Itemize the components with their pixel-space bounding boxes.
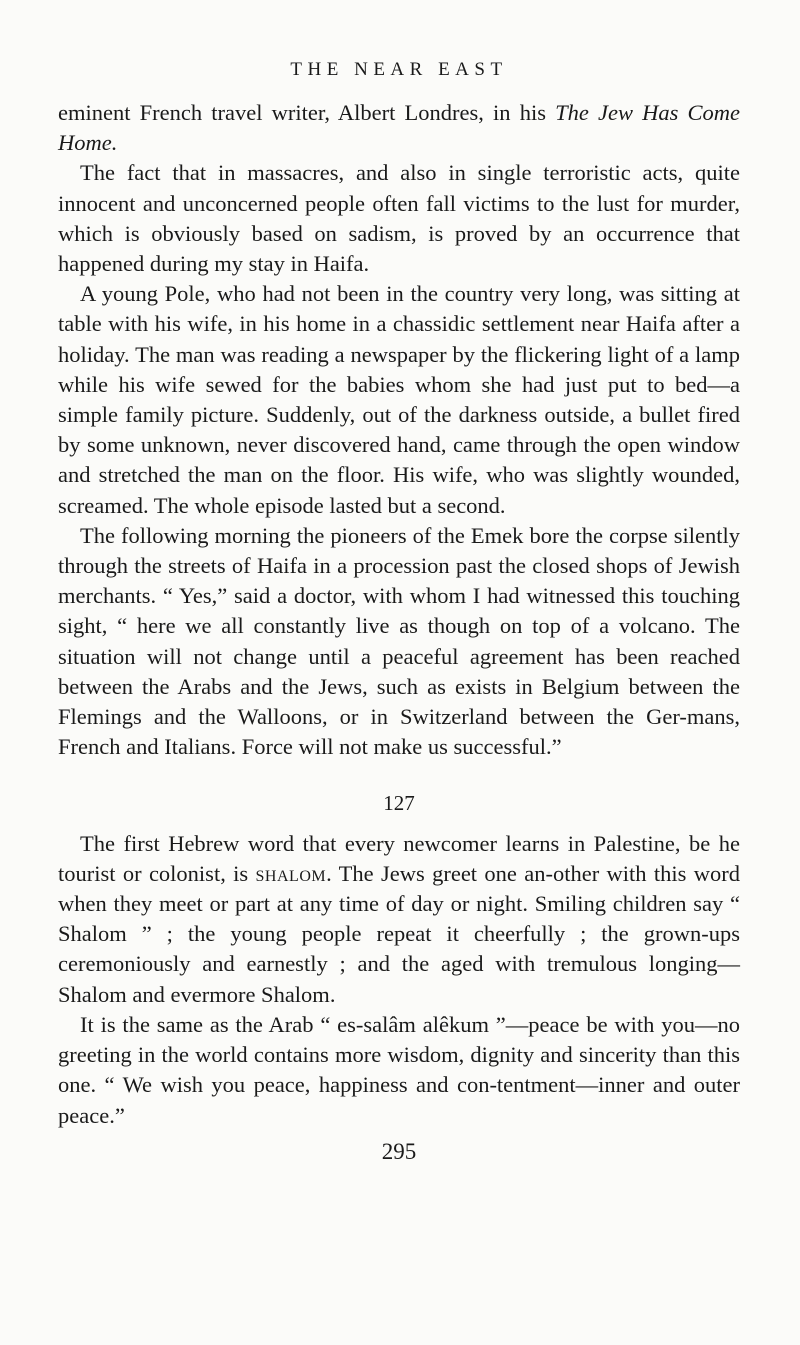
- shalom-smallcaps: shalom: [255, 860, 327, 886]
- book-page: [58, 56, 740, 1167]
- paragraph-shalom: [58, 829, 740, 1010]
- paragraph-procession: The following morning the pioneers of the Emek bore the corpse silently through the streets of Haifa in a procession past the closed shops of Jewish merchants. “ Yes,” said a doctor, with whom I had witnessed this touching sight, “ here we all constantly live as though on top of a volcano. The situation will not change until a peaceful agreement has been reached between the Arabs and the Jews, such as exists in Belgium between the Flemings and the Walloons, or in Switzerland between the Ger-mans, French and Italians. Force will not make us successful.”: [58, 522, 740, 760]
- paragraph-continuation: [58, 98, 740, 158]
- page-number: 295: [381, 1138, 417, 1164]
- paragraph-terrorism: The fact that in massacres, and also in single terroristic acts, quite innocent and unconcerned people often fall victims to the lust for murder, which is obviously based on sadism, is proved by an occurrence that happened during my stay in Haifa.: [58, 160, 740, 277]
- paragraph-text: . The Jews greet one an-other with this word when they meet or part at any time of day or night. Smiling children say “ Shalom ” ; the young people repeat it cheerfully ; the grown-ups ceremoniously and earnestly ; and the aged with tremulous longing—Shalom and evermore Shalom.: [58, 860, 740, 1007]
- paragraph-text: The first Hebrew word that every newcomer learns in Palestine, be he tourist or colonist, is: [58, 830, 740, 886]
- paragraph-arab-greeting: It is the same as the Arab “ es-salâm alêkum ”—peace be with you—no greeting in the world contains more wisdom, dignity and sincerity than this one. “ We wish you peace, happiness and con-tentment—inner and outer peace.”: [58, 1011, 740, 1128]
- paragraph-text: eminent French travel writer, Albert Londres, in his: [58, 100, 556, 125]
- running-head: THE NEAR EAST: [290, 59, 508, 80]
- section-number: 127: [383, 791, 415, 816]
- book-title-italic: The Jew Has Come Home.: [58, 100, 740, 156]
- paragraph-young-pole: A young Pole, who had not been in the country very long, was sitting at table with his wife, in his home in a chassidic settlement near Haifa after a holiday. The man was reading a newspaper by the flickering light of a lamp while his wife sewed for the babies whom she had just put to bed—a simple family picture. Suddenly, out of the darkness outside, a bullet fired by some unknown, never discovered hand, came through the open window and stretched the man on the floor. His wife, who was slightly wounded, screamed. The whole episode lasted but a second.: [58, 281, 740, 518]
